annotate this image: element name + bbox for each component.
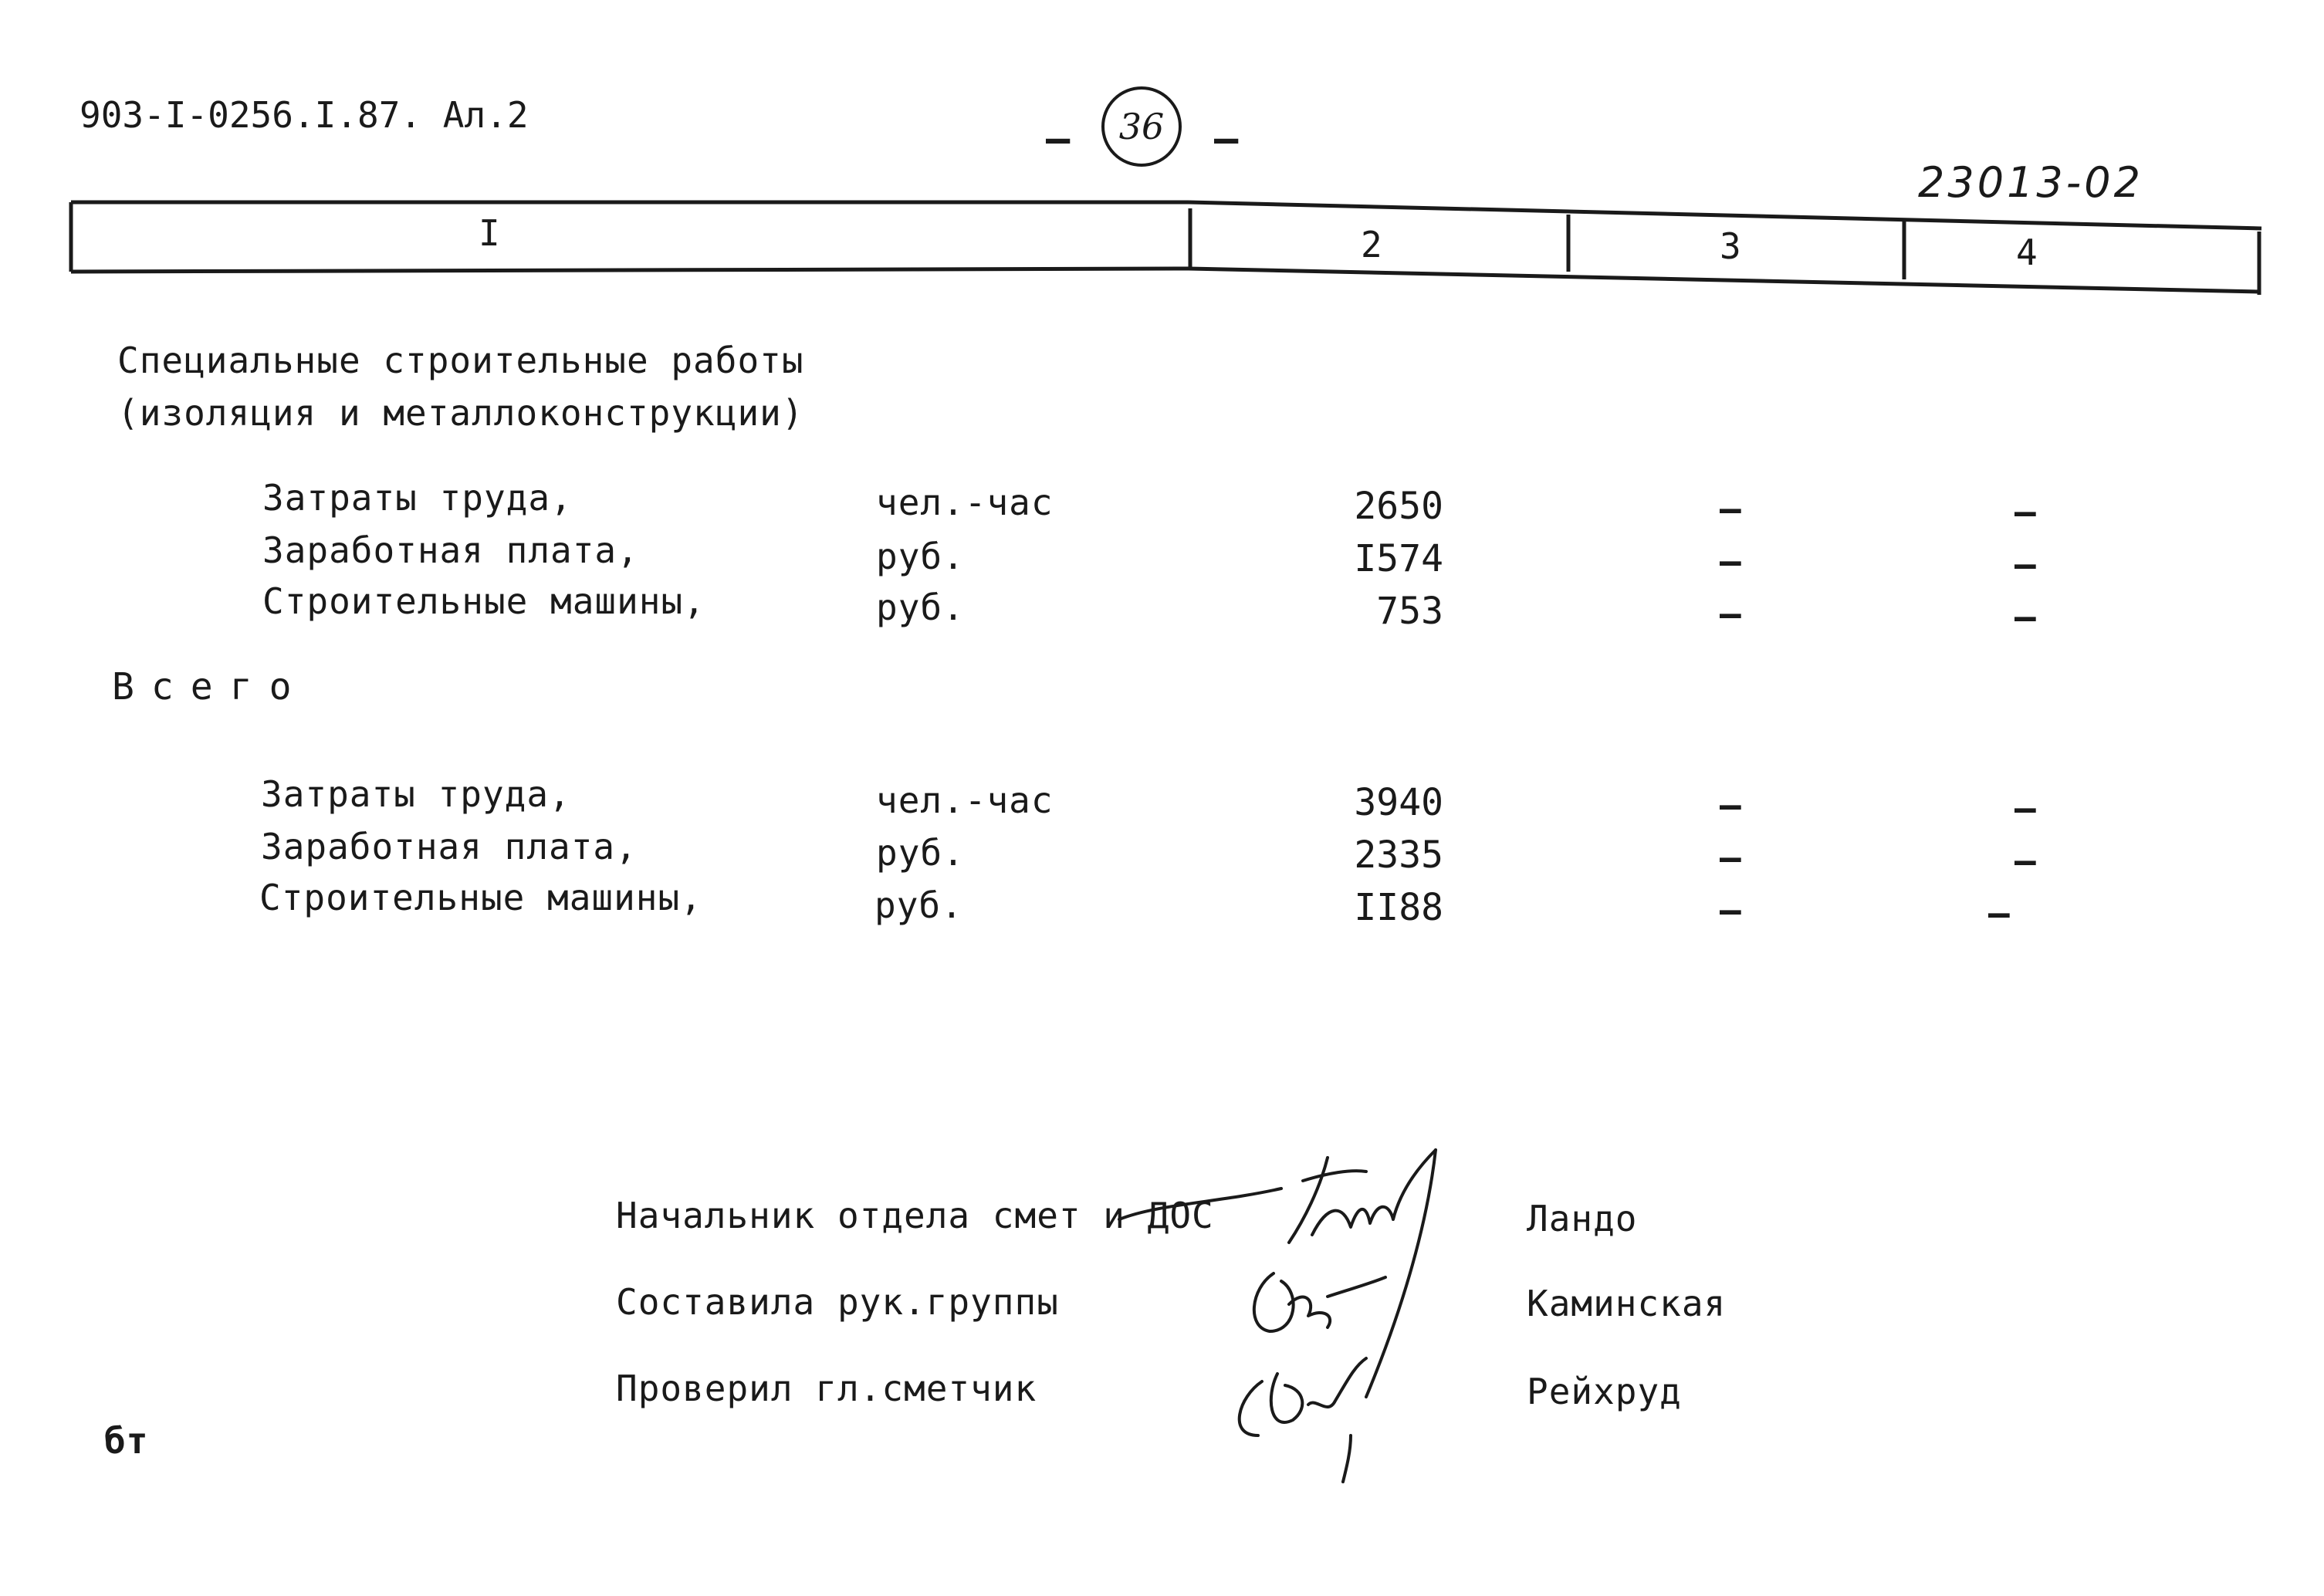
total-title: Всего: [112, 665, 309, 708]
row-value: II88: [1354, 886, 1443, 929]
column-header-4: 4: [2016, 232, 2038, 273]
page-dash-right: –: [1214, 116, 1239, 162]
column-header-1: I: [479, 212, 500, 254]
row-col4: –: [2014, 491, 2036, 533]
row-unit: руб.: [874, 884, 963, 926]
table-header-grid: [0, 0, 2324, 324]
row-col4: –: [2014, 840, 2036, 881]
signature-name: Ландо: [1527, 1198, 1638, 1239]
row-unit: руб.: [876, 536, 965, 577]
row-value: 2335: [1354, 834, 1443, 877]
row-col3: –: [1720, 784, 1741, 826]
row-col3: –: [1720, 889, 1741, 931]
signature-position: Начальник отдела смет и ДОС: [616, 1195, 1214, 1236]
column-header-2: 2: [1361, 224, 1382, 265]
row-label: Затраты труда,: [262, 477, 573, 519]
row-col4: –: [2014, 543, 2036, 585]
row-value: 753: [1376, 590, 1443, 633]
row-col3: –: [1720, 488, 1741, 529]
row-value: 2650: [1354, 485, 1443, 528]
row-col3: –: [1720, 837, 1741, 878]
page-number: 36: [1118, 106, 1165, 147]
stamp-number: 23013-02: [1918, 158, 2143, 207]
row-unit: чел.-час: [876, 779, 1054, 821]
row-label: Заработная плата,: [262, 529, 639, 571]
row-col4: –: [2014, 787, 2036, 829]
row-label: Строительные машины,: [262, 580, 705, 622]
signature-position: Составила рук.группы: [616, 1281, 1059, 1323]
signature-name: Каминская: [1527, 1283, 1727, 1324]
page-dash-left: –: [1046, 116, 1071, 162]
row-label: Заработная плата,: [261, 826, 638, 867]
handwritten-signatures: [1096, 1134, 1528, 1489]
row-col3: –: [1720, 593, 1741, 634]
document-code: 903-I-0256.I.87. Ал.2: [79, 94, 529, 136]
row-col4: –: [2014, 596, 2036, 637]
section-title-line2: (изоляция и металлоконструкции): [117, 392, 804, 434]
section-title-line1: Специальные строительные работы: [117, 340, 804, 381]
row-unit: чел.-час: [876, 482, 1054, 523]
row-value: I574: [1354, 537, 1443, 580]
column-header-3: 3: [1720, 225, 1741, 267]
row-label: Затраты труда,: [261, 773, 571, 815]
signature-name: Рейхруд: [1527, 1371, 1682, 1412]
row-value: 3940: [1354, 781, 1443, 824]
row-label: Строительные машины,: [259, 877, 702, 918]
footer-mark: бт: [104, 1420, 149, 1462]
signature-position: Проверил гл.сметчик: [616, 1368, 1037, 1409]
row-unit: руб.: [876, 832, 965, 874]
row-col4: –: [1988, 892, 2010, 934]
row-col3: –: [1720, 540, 1741, 582]
row-unit: руб.: [876, 587, 965, 628]
